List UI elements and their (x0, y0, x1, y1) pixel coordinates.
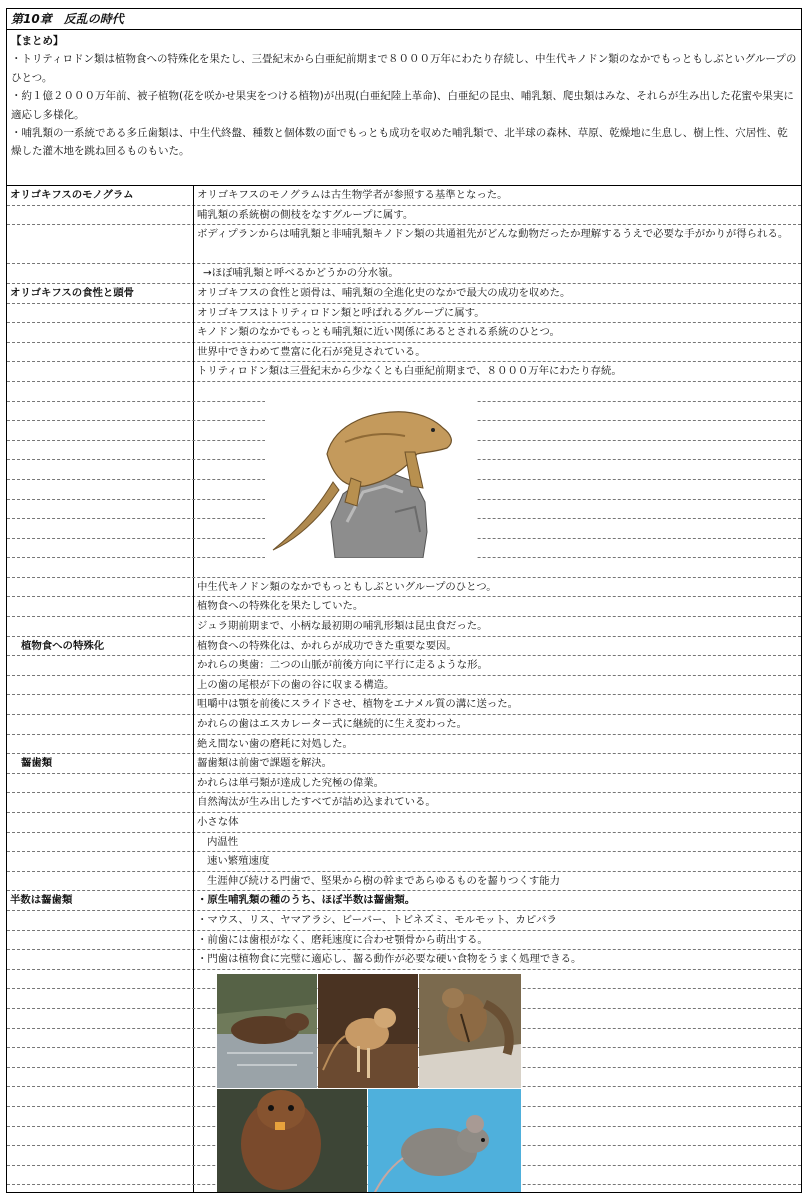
section-label: オリゴキフスのモノグラム (10, 189, 134, 201)
note-line: 絶え間ない歯の磨耗に対処した。 (197, 737, 353, 750)
table-row (7, 950, 801, 970)
note-line: 哺乳類の系統樹の側枝をなすグループに属す。 (197, 208, 414, 221)
note-line: 生涯伸び続ける門歯で、堅果から樹の幹まであらゆるものを齧りつくす能力 (207, 874, 561, 887)
table-row (7, 813, 801, 833)
note-line: 世界中できわめて豊富に化石が発見されている。 (197, 345, 426, 358)
table-row (7, 206, 801, 226)
note-line: 中生代キノドン類のなかでもっともしぶといグループのひとつ。 (197, 580, 497, 593)
table-row (7, 284, 801, 304)
summary-box (7, 30, 801, 186)
document-page (6, 8, 802, 1193)
table-row (7, 656, 801, 676)
table-row (7, 872, 801, 892)
chapter-title: 第10章 反乱の時代 (7, 9, 801, 30)
table-row (7, 754, 801, 774)
note-line: 自然淘汰が生み出したすべてが詰め込まれている。 (197, 796, 436, 809)
note-line: →ほぼ哺乳類と呼べるかどうかの分水嶺。 (203, 267, 399, 280)
note-line: 速い繁殖速度 (207, 855, 270, 868)
section-label: 植物食への特殊化 (21, 639, 105, 652)
note-line: オリゴキフスはトリティロドン類と呼ばれるグループに属す。 (197, 306, 485, 319)
note-line: ボディプランからは哺乳類と非哺乳類キノドン類の共通祖先がどんな動物だったか理解するうえで必要な手がかりが得られる。 (197, 228, 789, 241)
note-line: かれらは単弓類が達成した究極の偉業。 (197, 776, 385, 789)
table-row (7, 793, 801, 813)
table-row (7, 676, 801, 696)
summary-heading: 【まとめ】 (11, 35, 64, 47)
note-line: かれらの歯はエスカレーター式に継続的に生え変わった。 (197, 718, 468, 731)
table-row (7, 911, 801, 931)
table-row (7, 891, 801, 911)
note-line: キノドン類のなかでもっとも哺乳類に近い関係にあるとされる系統のひとつ。 (197, 326, 560, 339)
note-line: ・門歯は植物食に完璧に適応し、齧る動作が必要な硬い食物をうまく処理できる。 (197, 953, 582, 966)
note-line: ジュラ期前期まで、小柄な最初期の哺乳形類は昆虫食だった。 (197, 620, 488, 633)
table-row (7, 637, 801, 657)
table-row (7, 597, 801, 617)
note-line: ・前歯には歯根がなく、磨耗速度に合わせ顎骨から萌出する。 (197, 933, 488, 946)
note-line: 齧歯類は前歯で課題を解決。 (197, 757, 333, 770)
table-row (7, 715, 801, 735)
table-row (7, 833, 801, 853)
note-line: オリゴキフスのモノグラムは古生物学者が参照する基準となった。 (197, 189, 508, 201)
summary-bullet: ・哺乳類の一系統である多丘歯類は、中生代終盤、種数と個体数の面でもっとも成功を収めた哺乳類で、北半球の森林、草原、乾燥地に生息し、樹上性、穴居性、乾燥した灌木地を跳ね回るものもいた。 (11, 127, 788, 158)
table-row (7, 264, 801, 284)
table-row (7, 695, 801, 715)
note-line: 上の歯の尾根が下の歯の谷に収まる構造。 (197, 678, 395, 691)
table-row (7, 852, 801, 872)
table-row (7, 304, 801, 324)
table-row (7, 323, 801, 343)
section-label: オリゴキフスの食性と頭骨 (10, 286, 135, 299)
summary-bullet: ・トリティロドン類は植物食への特殊化を果たし、三畳紀末から白亜紀前期まで８０００万年にわたり存続し、中生代キノドン類のなかでもっともしぶといグループのひとつ。 (11, 53, 797, 84)
note-line: かれらの奥歯：二つの山脈が前後方向に平行に走るような形。 (197, 659, 488, 672)
table-row (7, 225, 801, 264)
note-line: ・マウス、リス、ヤマアラシ、ビーバー、トビネズミ、モルモット、カピバラ (197, 913, 557, 926)
illustration-area (7, 382, 801, 578)
table-row (7, 617, 801, 637)
table-row (7, 578, 801, 598)
table-row (7, 343, 801, 363)
note-line: 内温性 (207, 835, 239, 848)
table-row (7, 362, 801, 382)
rodent-photo-area (7, 970, 801, 1186)
summary-bullet: ・約１億２０００万年前、被子植物(花を咲かせ果実をつける植物)が出現(白亜紀陸上革命)、白亜紀の昆虫、哺乳類、爬虫類はみな、それらが生み出した花蜜や果実に適応し多様化。 (11, 90, 794, 121)
note-line: 植物食への特殊化は、かれらが成功できた重要な要因。 (197, 639, 457, 652)
note-line: トリティロドン類は三畳紀末から少なくとも白亜紀前期まで、８０００万年にわたり存続。 (197, 365, 622, 378)
note-line: オリゴキフスの食性と頭骨は、哺乳類の全進化史のなかで最大の成功を収めた。 (197, 286, 571, 299)
note-line: 植物食への特殊化を果たしていた。 (197, 600, 364, 613)
note-line: ・原生哺乳類の種のうち、ほぼ半数は齧歯類。 (197, 894, 416, 907)
table-row (7, 186, 801, 206)
section-label: 半数は齧歯類 (10, 894, 73, 907)
table-row (7, 735, 801, 755)
table-row (7, 931, 801, 951)
notes-table (7, 186, 801, 1185)
section-label: 齧歯類 (21, 757, 53, 770)
table-row (7, 774, 801, 794)
note-line: 小さな体 (197, 816, 239, 828)
note-line: 咀嚼中は顎を前後にスライドさせ、植物をエナメル質の溝に送った。 (197, 698, 519, 711)
